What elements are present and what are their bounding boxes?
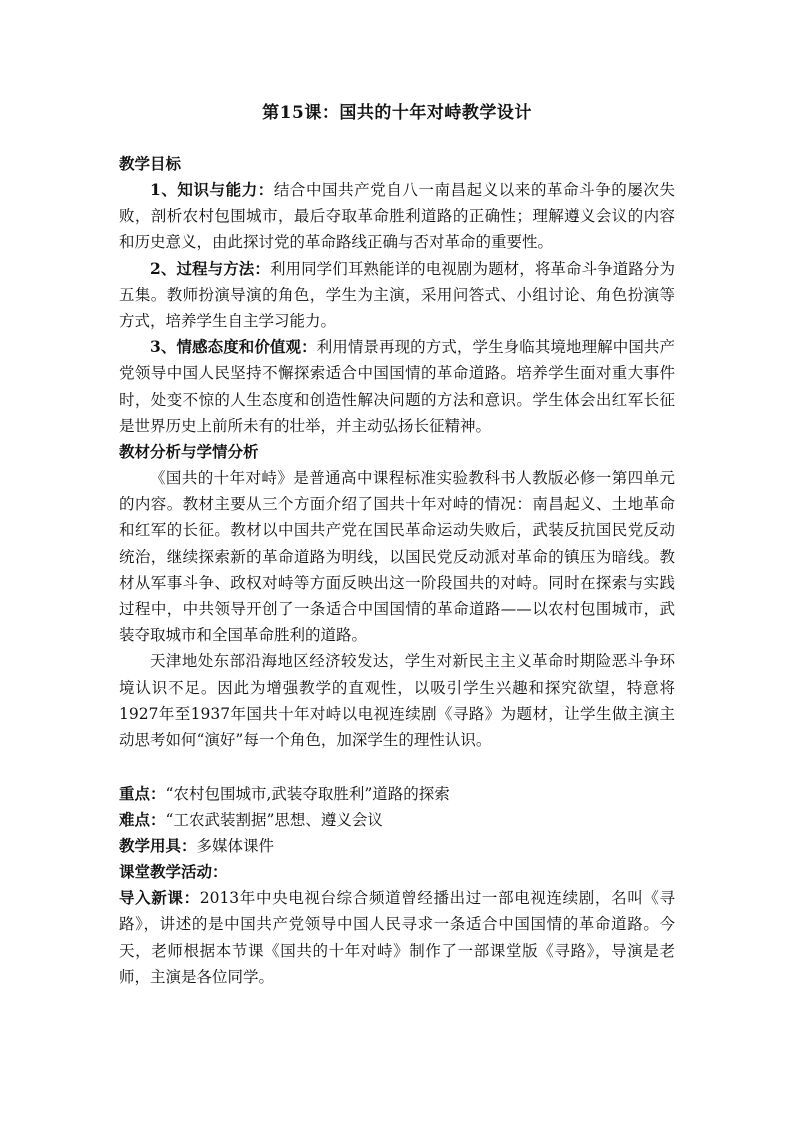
- spacer: [119, 753, 675, 781]
- objective-text: 利用同学们耳熟能详的电视剧为题材，将革命斗争道路分为五集。教师扮演导演的角色，学生为主演，采用问答式、小组讨论、角色扮演等方式，培养学生自主学习能力。: [119, 259, 675, 331]
- document-title: 第15课：国共的十年对峙教学设计: [262, 103, 532, 123]
- tools-label: 教学用具：: [119, 836, 197, 856]
- analysis-paragraph-2: 天津地处东部沿海地区经济较发达，学生对新民主主义革命时期险恶斗争环境认识不足。因此为增强教学的直观性，以吸引学生兴趣和探究欲望，特意将1927年至1937年国共十年对峙以电视连续剧《寻路》为题材，让学生做主演主动思考如何“演好”每一个角色，加深学生的理性认识。: [119, 652, 675, 750]
- objective-emotion: [119, 334, 675, 439]
- difficulty-label: 难点：: [119, 810, 166, 830]
- objective-text: 利用情景再现的方式，学生身临其境地理解中国共产党领导中国人民坚持不懈探索适合中国国情的革命道路。培养学生面对重大事件时，处变不惊的人生态度和创造性解决问题的方法和意识。学生体会出红军长征是世界历史上前所未有的壮举，并主动弘扬长征精神。: [119, 338, 675, 435]
- section-heading-objectives: 教学目标: [119, 154, 182, 173]
- section-heading-analysis: 教材分析与学情分析: [119, 442, 259, 462]
- teaching-tools: [119, 833, 675, 859]
- difficulty-text: “工农武装割据”思想、遵义会议: [165, 811, 383, 830]
- document-page: [119, 98, 675, 990]
- objective-process: [119, 256, 675, 335]
- activity-label: 课堂教学活动：: [119, 862, 228, 882]
- classroom-activity: [119, 859, 675, 885]
- intro-paragraph: [119, 885, 675, 990]
- objective-label: 3、情感态度和价值观：: [150, 337, 317, 357]
- key-point-label: 重点：: [119, 784, 166, 804]
- objective-label: 1、知识与能力：: [150, 180, 274, 199]
- objective-knowledge: [119, 177, 675, 256]
- objective-label: 2、过程与方法：: [150, 258, 270, 278]
- tools-text: 多媒体课件: [196, 837, 275, 856]
- intro-text: 2013年中央电视台综合频道曾经播出过一部电视连续剧，名叫《寻路》，讲述的是中国共产党领导中国人民寻求一条适合中国国情的革命道路。今天，老师根据本节课《国共的十年对峙》制作了一部课堂版《寻路》，导演是老师，主演是各位同学。: [119, 889, 675, 986]
- analysis-paragraph-1: 《国共的十年对峙》是普通高中课程标准实验教科书人教版必修一第四单元的内容。教材主要从三个方面介绍了国共十年对峙的情况：南昌起义、土地革命和红军的长征。教材以中国共产党在国民革命运动失败后，武装反抗国民党反动统治，继续探索新的革命道路为明线，以国民党反动派对革命的镇压为暗线。教材从军事斗争、政权对峙等方面反映出这一阶段国共的对峙。同时在探索与实践过程中，中共领导开创了一条适合中国国情的革命道路——以农村包围城市，武装夺取城市和全国革命胜利的道路。: [119, 469, 675, 645]
- objective-text: 结合中国共产党自八一南昌起义以来的革命斗争的屡次失败，剖析农村包围城市，最后夺取革命胜利道路的正确性；理解遵义会议的内容和历史意义，由此探讨党的革命路线正确与否对革命的重要性。: [119, 181, 675, 252]
- key-point: [119, 781, 675, 807]
- intro-label: 导入新课：: [119, 888, 200, 908]
- difficulty: [119, 807, 675, 833]
- key-point-text: “农村包围城市,武装夺取胜利”道路的探索: [165, 785, 450, 804]
